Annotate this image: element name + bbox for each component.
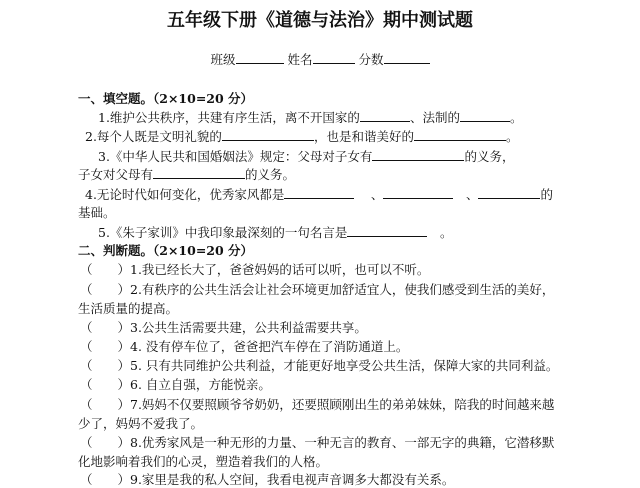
judge-item-continuation: 化地影响着我们的心灵，塑造着我们的人格。 (78, 454, 329, 469)
student-info-line (0, 50, 640, 68)
judge-item: （ ）1.我已经长大了，爸爸妈妈的话可以听，也可以不听。 (80, 262, 430, 277)
q4-blank-1[interactable] (284, 186, 354, 199)
q3-blank-2[interactable] (153, 166, 245, 179)
q5-text-a: 5.《朱子家训》中我印象最深刻的一句名言是 (98, 225, 348, 240)
q4-text-c: 、 (465, 187, 479, 202)
fill-question-4-line1 (85, 186, 553, 203)
class-label: 班级 (210, 52, 236, 67)
name-blank[interactable] (313, 51, 355, 64)
fill-question-3-line1 (98, 148, 514, 165)
judge-item: （ ）3.公共生活需要共建，公共利益需要共享。 (80, 320, 367, 335)
fill-question-2 (85, 128, 518, 145)
q1-text-a: 1.维护公共秩序，共建有序生活，离不开国家的 (98, 110, 360, 125)
fill-question-3-line2 (78, 166, 295, 183)
q4-blank-2[interactable] (383, 186, 453, 199)
q1-text-c: 。 (509, 110, 523, 125)
q4-text-b: 、 (370, 187, 384, 202)
section1-heading: 一、填空题。（2×10=20 分） (78, 91, 254, 106)
judge-item: （ ）7.妈妈不仅要照顾爷爷奶奶，还要照顾刚出生的弟弟妹妹，陪我的时间越来越 (80, 397, 555, 412)
q5-text-b: 。 (439, 225, 453, 240)
q2-text-b: ，也是和谐美好的 (313, 129, 414, 144)
judge-item: （ ）5. 只有共同维护公共利益，才能更好地享受公共生活，保障大家的共同利益。 (80, 358, 559, 373)
judge-item: （ ）9.家里是我的私人空间，我看电视声音调多大都没有关系。 (80, 472, 455, 487)
q3-text-a: 3.《中华人民共和国婚姻法》规定：父母对子女有 (98, 149, 373, 164)
judge-item-continuation: 生活质量的提高。 (78, 301, 179, 316)
judge-item-continuation: 少了，妈妈不爱我了。 (78, 416, 204, 431)
q5-blank[interactable] (347, 224, 427, 237)
page-title: 五年级下册《道德与法治》期中测试题 (167, 10, 473, 31)
q4-text-a: 4.无论时代如何变化，优秀家风都是 (85, 187, 285, 202)
section2-heading: 二、判断题。（2×10=20 分） (78, 243, 254, 258)
q1-text-b: 、法制的 (409, 110, 460, 125)
q2-text-c: 。 (505, 129, 519, 144)
q2-text-a: 2.每个人既是文明礼貌的 (85, 129, 222, 144)
judge-item: （ ）4. 没有停车位了，爸爸把汽车停在了消防通道上。 (80, 339, 409, 354)
fill-question-1 (98, 109, 522, 126)
score-blank[interactable] (384, 51, 430, 64)
q4-blank-3[interactable] (478, 186, 540, 199)
q3-text-b: 的义务， (464, 149, 515, 164)
q2-blank-2[interactable] (414, 128, 506, 141)
q3-text-c: 子女对父母有 (78, 167, 154, 182)
q4-text-d: 的 (540, 187, 553, 202)
q1-blank-2[interactable] (460, 109, 510, 122)
q3-text-d: 的义务。 (245, 167, 296, 182)
class-blank[interactable] (236, 51, 284, 64)
judge-item: （ ）8.优秀家风是一种无形的力量、一种无言的教育、一部无字的典籍，它潜移默 (80, 435, 555, 450)
q2-blank-1[interactable] (222, 128, 314, 141)
score-label: 分数 (358, 52, 384, 67)
fill-question-5 (98, 224, 452, 241)
fill-question-4-line2: 基础。 (78, 205, 116, 220)
name-label: 姓名 (287, 52, 313, 67)
q1-blank-1[interactable] (360, 109, 410, 122)
q3-blank-1[interactable] (372, 148, 464, 161)
judge-item: （ ）6. 自立自强，方能悦亲。 (80, 377, 271, 392)
judge-item: （ ）2.有秩序的公共生活会让社会环境更加舒适宜人，使我们感受到生活的美好， (80, 282, 555, 297)
